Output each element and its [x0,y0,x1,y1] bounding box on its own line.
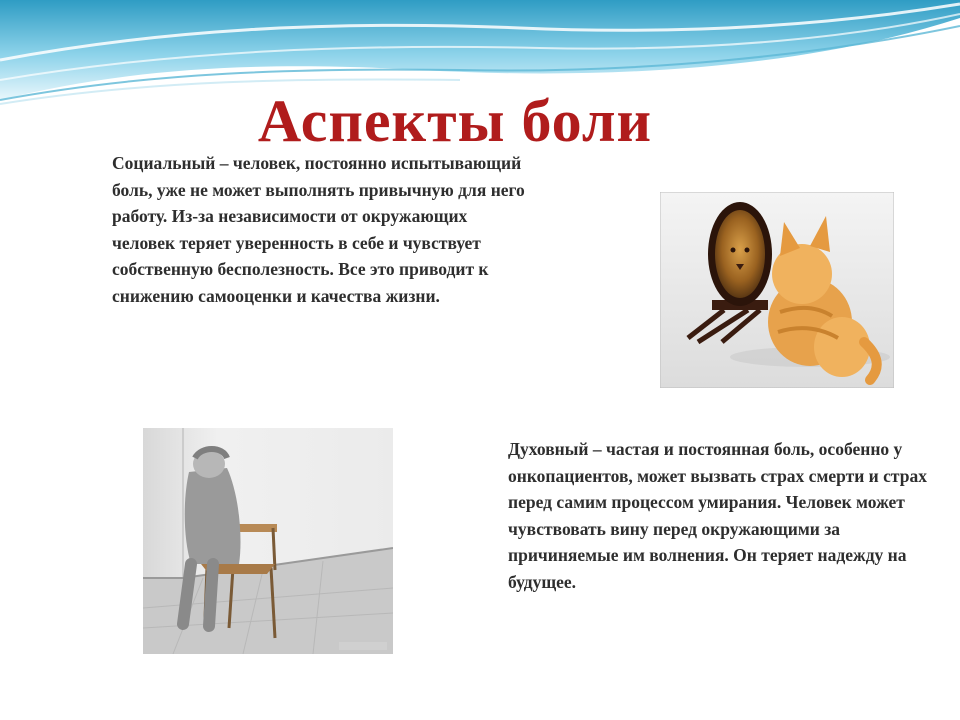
cat-mirror-photo [660,192,894,388]
spiritual-aspect-text: Духовный – частая и постоянная боль, особенно у онкопациентов, может вызвать страх смерти и страх перед самим процессом умирания. Человек может чувствовать вину перед окружающими за причиняемые им волнения. Он теряет надежду на будущее. [508,439,927,592]
man-in-corner-photo [143,428,393,654]
slide-title: Аспекты боли [257,88,653,154]
social-aspect-text: Социальный – человек, постоянно испытывающий боль, уже не может выполнять привычную для него работу. Из-за независимости от окружающих человек теряет уверенность в себе и чувствует собственную бесполезность. Все это приводит к снижению самооценки и качества жизни. [112,153,525,306]
